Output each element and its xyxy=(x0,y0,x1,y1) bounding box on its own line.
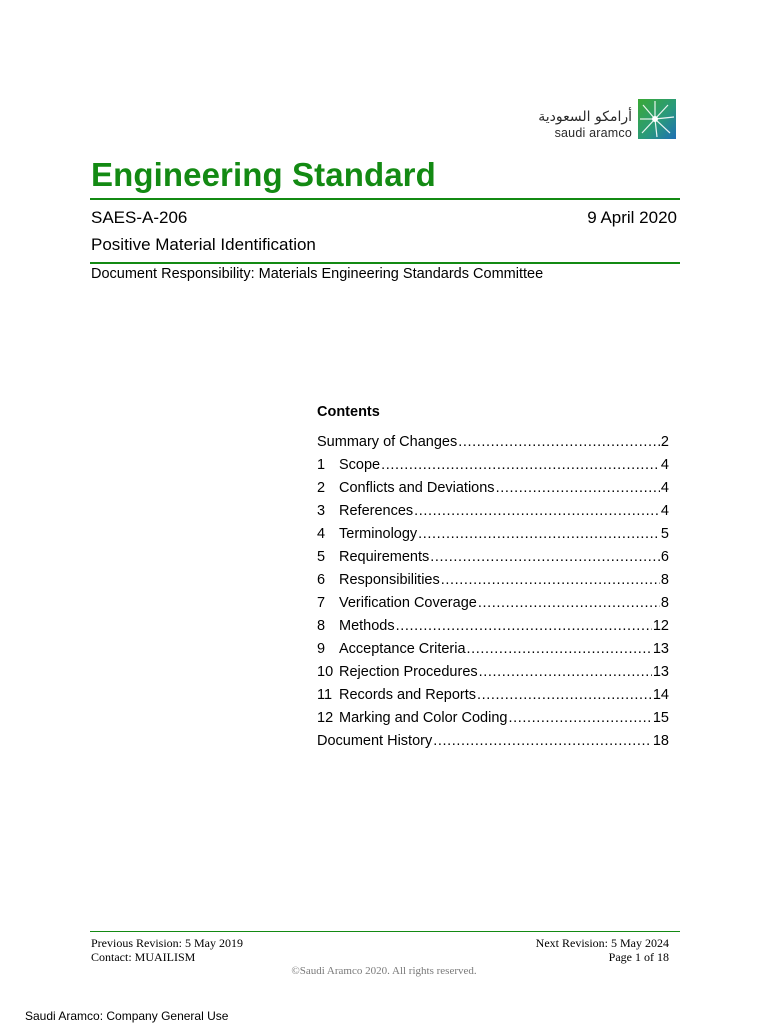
toc-entry-page: 4 xyxy=(660,480,669,496)
toc-leader-dots xyxy=(433,733,652,749)
toc-leader-dots xyxy=(508,710,651,726)
toc-entry-label: Document History xyxy=(317,733,433,749)
toc-leader-dots xyxy=(441,572,660,588)
toc-entry[interactable] xyxy=(317,641,669,664)
toc-entry-label: Marking and Color Coding xyxy=(339,710,508,726)
toc-entry-number: 12 xyxy=(317,710,334,726)
page-number: Page 1 of 18 xyxy=(608,950,669,964)
toc-entry-page: 18 xyxy=(652,733,669,749)
toc-entry[interactable] xyxy=(317,526,669,549)
document-title: Positive Material Identification xyxy=(91,235,316,254)
toc-leader-dots xyxy=(479,664,652,680)
toc-leader-dots xyxy=(418,526,660,542)
toc-entry[interactable] xyxy=(317,572,669,595)
table-of-contents xyxy=(317,434,669,756)
toc-entry-page: 2 xyxy=(660,434,669,450)
toc-leader-dots xyxy=(467,641,652,657)
toc-entry-page: 14 xyxy=(652,687,669,703)
toc-leader-dots xyxy=(478,595,660,611)
classification-label: Saudi Aramco: Company General Use xyxy=(25,1009,229,1023)
toc-entry-page: 8 xyxy=(660,595,669,611)
toc-entry-label: References xyxy=(339,503,414,519)
footer-divider xyxy=(90,931,680,932)
toc-leader-dots xyxy=(396,618,652,634)
company-logo xyxy=(536,99,676,141)
toc-entry-page: 8 xyxy=(660,572,669,588)
toc-entry-label: Summary of Changes xyxy=(317,434,458,450)
toc-entry[interactable] xyxy=(317,503,669,526)
toc-entry-number: 2 xyxy=(317,480,326,496)
toc-entry-page: 5 xyxy=(660,526,669,542)
toc-entry[interactable] xyxy=(317,618,669,641)
toc-entry-page: 13 xyxy=(652,664,669,680)
toc-leader-dots xyxy=(430,549,660,565)
toc-entry-label: Records and Reports xyxy=(339,687,477,703)
contact: Contact: MUAILISM xyxy=(91,950,196,964)
toc-entry-page: 12 xyxy=(652,618,669,634)
toc-entry-number: 10 xyxy=(317,664,334,680)
toc-entry-label: Acceptance Criteria xyxy=(339,641,466,657)
toc-entry-label: Terminology xyxy=(339,526,418,542)
document-responsibility: Document Responsibility: Materials Engineering Standards Committee xyxy=(91,266,544,282)
document-date: 9 April 2020 xyxy=(587,208,677,227)
toc-entry-number: 3 xyxy=(317,503,326,519)
toc-entry-label: Scope xyxy=(339,457,381,473)
toc-leader-dots xyxy=(414,503,660,519)
toc-entry[interactable] xyxy=(317,595,669,618)
toc-entry[interactable] xyxy=(317,457,669,480)
toc-entry-label: Methods xyxy=(339,618,395,634)
toc-entry-page: 15 xyxy=(652,710,669,726)
toc-entry-label: Conflicts and Deviations xyxy=(339,480,495,496)
header-divider xyxy=(90,262,680,264)
toc-entry[interactable] xyxy=(317,687,669,710)
logo-burst-icon xyxy=(638,99,676,139)
toc-entry-number: 8 xyxy=(317,618,326,634)
toc-entry-number: 9 xyxy=(317,641,326,657)
toc-entry[interactable] xyxy=(317,480,669,503)
toc-leader-dots xyxy=(381,457,660,473)
logo-english-text: saudi aramco xyxy=(554,126,632,140)
toc-entry-label: Requirements xyxy=(339,549,430,565)
toc-leader-dots xyxy=(477,687,652,703)
toc-entry-label: Verification Coverage xyxy=(339,595,477,611)
page-title: Engineering Standard xyxy=(91,156,436,193)
toc-entry-number: 7 xyxy=(317,595,326,611)
copyright-notice: ©Saudi Aramco 2020. All rights reserved. xyxy=(291,965,477,977)
toc-entry-number: 11 xyxy=(317,687,333,703)
toc-entry-label: Rejection Procedures xyxy=(339,664,478,680)
document-number: SAES-A-206 xyxy=(91,208,188,227)
toc-entry-page: 13 xyxy=(652,641,669,657)
next-revision: Next Revision: 5 May 2024 xyxy=(535,936,669,950)
toc-entry-number: 6 xyxy=(317,572,326,588)
title-divider xyxy=(90,198,680,200)
contents-heading: Contents xyxy=(317,404,380,420)
toc-entry-number: 4 xyxy=(317,526,326,542)
toc-leader-dots xyxy=(458,434,660,450)
toc-entry[interactable] xyxy=(317,549,669,572)
logo-arabic-text: أرامكو السعودية xyxy=(538,109,632,125)
toc-entry[interactable] xyxy=(317,733,669,756)
toc-entry-number: 5 xyxy=(317,549,326,565)
toc-entry[interactable] xyxy=(317,434,669,457)
toc-leader-dots xyxy=(496,480,660,496)
toc-entry-number: 1 xyxy=(317,457,326,473)
toc-entry[interactable] xyxy=(317,710,669,733)
toc-entry-page: 4 xyxy=(660,503,669,519)
footer-right xyxy=(536,936,669,964)
toc-entry-label: Responsibilities xyxy=(339,572,440,588)
footer-left xyxy=(91,936,243,964)
previous-revision: Previous Revision: 5 May 2019 xyxy=(91,936,243,950)
toc-entry-page: 4 xyxy=(660,457,669,473)
toc-entry[interactable] xyxy=(317,664,669,687)
toc-entry-page: 6 xyxy=(660,549,669,565)
